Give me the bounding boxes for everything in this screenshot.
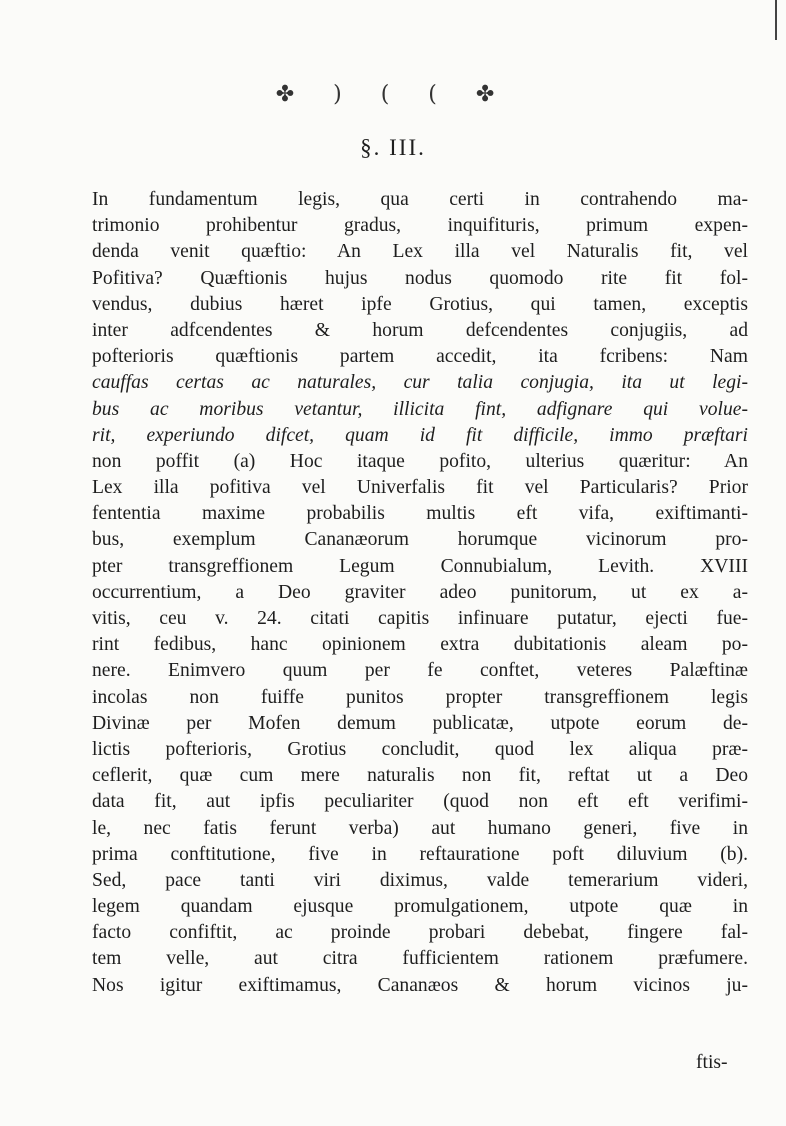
text-line: data fit, aut ipfis peculiariter (quod non eft eft verifimi- [92, 791, 748, 813]
text-line: tem velle, aut citra fufficientem rationem præfumere. [92, 948, 748, 970]
body-text [92, 187, 748, 999]
text-line: In fundamentum legis, qua certi in contrahendo ma- [92, 189, 748, 210]
text-line: vitis, ceu v. 24. citati capitis infinuare putatur, ejecti fue- [92, 608, 748, 629]
text-line: inter adfcendentes & horum defcendentes conjugiis, ad [92, 319, 748, 341]
text-line: cauffas certas ac naturales, cur talia conjugia, ita ut legi- [92, 372, 748, 394]
text-line: trimonio prohibentur gradus, inquifituris, primum expen- [92, 215, 748, 237]
scan-edge-mark [775, 0, 777, 40]
text-line: vendus, dubius hæret ipfe Grotius, qui tamen, exceptis [92, 293, 748, 315]
text-line: rint fedibus, hanc opinionem extra dubitationis aleam po- [92, 634, 748, 656]
text-line: lictis pofterioris, Grotius concludit, quod lex aliqua præ- [92, 738, 748, 760]
text-line: pofterioris quæftionis partem accedit, ita fcribens: Nam [92, 346, 748, 368]
text-line: denda venit quæftio: An Lex illa vel Naturalis fit, vel [92, 241, 748, 263]
text-line: incolas non fuiffe punitos propter transgreffionem legis [92, 686, 748, 708]
text-line: bus, exemplum Cananæorum horumque vicinorum pro- [92, 529, 748, 551]
catchword: ftis- [696, 1052, 728, 1073]
text-line: facto confiftit, ac proinde probari debebat, fingere fal- [92, 922, 748, 944]
text-line: ceflerit, quæ cum mere naturalis non fit, reftat ut a Deo [92, 765, 748, 787]
text-line: rit, experiundo difcet, quam id fit difficile, immo præftari [92, 424, 748, 446]
text-line: le, nec fatis ferunt verba) aut humano generi, five in [92, 817, 748, 839]
text-line: nere. Enimvero quum per fe conftet, veteres Palæftinæ [92, 660, 748, 682]
text-line: pter transgreffionem Legum Connubialum, Levith. XVIII [92, 555, 748, 577]
text-line: Nos igitur exiftimamus, Cananæos & horum vicinos ju- [92, 974, 748, 996]
text-line: Pofitiva? Quæftionis hujus nodus quomodo rite fit fol- [92, 267, 748, 289]
text-line: occurrentium, a Deo graviter adeo punitorum, ut ex a- [92, 581, 748, 603]
text-line: legem quandam ejusque promulgationem, utpote quæ in [92, 896, 748, 918]
text-line: Sed, pace tanti viri diximus, valde temerarium videri, [92, 869, 748, 891]
text-line: fententia maxime probabilis multis eft vifa, exiftimanti- [92, 503, 748, 525]
section-heading: §. III. [360, 135, 426, 160]
ornament-header: ✤ ) ( ( ✤ [275, 82, 511, 107]
text-line: non poffit (a) Hoc itaque pofito, ulterius quæritur: An [92, 450, 748, 472]
text-line: bus ac moribus vetantur, illicita fint, adfignare qui volue- [92, 398, 748, 420]
text-line: Lex illa pofitiva vel Univerfalis fit vel Particularis? Prior [92, 477, 748, 499]
text-line: Divinæ per Mofen demum publicatæ, utpote eorum de- [92, 712, 748, 734]
text-line: prima conftitutione, five in reftauratione poft diluvium (b). [92, 843, 748, 865]
